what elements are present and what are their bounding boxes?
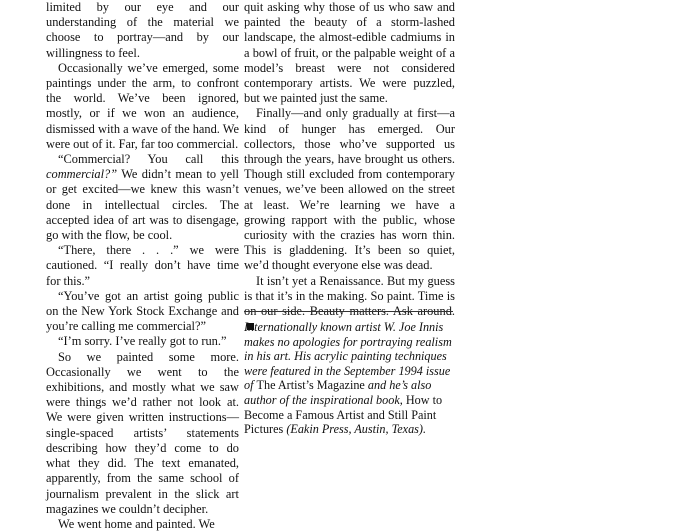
paragraph-text: It isn’t yet a Renaissance. But my guess is that it’s in the making. So paint. Time is on our side. Beauty matters. Ask around. [244, 273, 455, 319]
paragraph: “I’m sorry. I’ve really got to run.” [58, 334, 227, 349]
paragraph [46, 152, 239, 243]
paragraph-text: “Commercial? You call this [58, 152, 239, 167]
paragraph: limited by our eye and our understanding of the material we choose to portray—and by our willingness to feel. [46, 0, 239, 60]
magazine-title: The Artist’s Magazine [256, 378, 365, 393]
book-title: How to Become a Famous Artist and Still Paint Pictures [244, 392, 443, 437]
bio-text: and he’s also author of the inspirational book, [244, 378, 432, 407]
paragraph: “You’ve got an artist going public on the New York Stock Exchange and you’re calling me commercial?” [46, 288, 239, 334]
paragraph: Occasionally we’ve emerged, some paintings under the arm, to confront the world. We’ve been ignored, mostly, or if we won an audience, dismissed with a wave of the hand. We were out of it. Far, far too commercial. [46, 60, 239, 151]
paragraph: Finally—and only gradually at first—a kind of hunger has emerged. Our collectors, those who’ve supported us through the years, have brought us others. Though still excluded from contemporary venues, we’ve been allowed on the street at least. We’re learning we have a growing rapport with the public, whose curiosity with the crazies has worn thin. This is gladdening. It’s been so quiet, we’d thought everyone else was dead. [244, 106, 455, 273]
author-bio [244, 320, 455, 437]
paragraph: So we painted some more. Occasionally we went to the exhibitions, and mostly what we saw were things we’d rather not look at. We were given written instructions—single-spaced artists’ statements describing how they’d come to do what they did. The text emanated, apparently, from the same school of journalism prevalent in the slick art magazines we couldn’t decipher. [46, 349, 239, 516]
bio-text: Internationally known artist W. Joe Innis makes no apologies for portraying realism in his art. His acrylic painting techniques were featured in the September 1994 issue of [244, 320, 452, 393]
bio-divider-rule [244, 311, 453, 312]
emphasis-text: commercial?” [46, 167, 118, 182]
right-column [244, 0, 455, 334]
paragraph: “There, there . . .” we were cautioned. “I really don’t have time for this.” [46, 243, 239, 288]
left-column [46, 0, 239, 532]
paragraph: quit asking why those of us who saw and painted the beauty of a storm-lashed landscape, the almost-edible cadmiums in a bowl of fruit, or the palpable weight of a model’s breast were not considered contemporary artists. We were puzzled, but we painted just the same. [244, 0, 455, 106]
paragraph-text: We didn’t mean to yell or get excited—we knew this wasn’t done in intellectual circles. The accepted idea of art was to disengage, go with the flow, be cool. [46, 167, 239, 243]
bio-text: (Eakin Press, Austin, Texas). [283, 422, 427, 437]
paragraph: We went home and painted. We [58, 516, 215, 531]
